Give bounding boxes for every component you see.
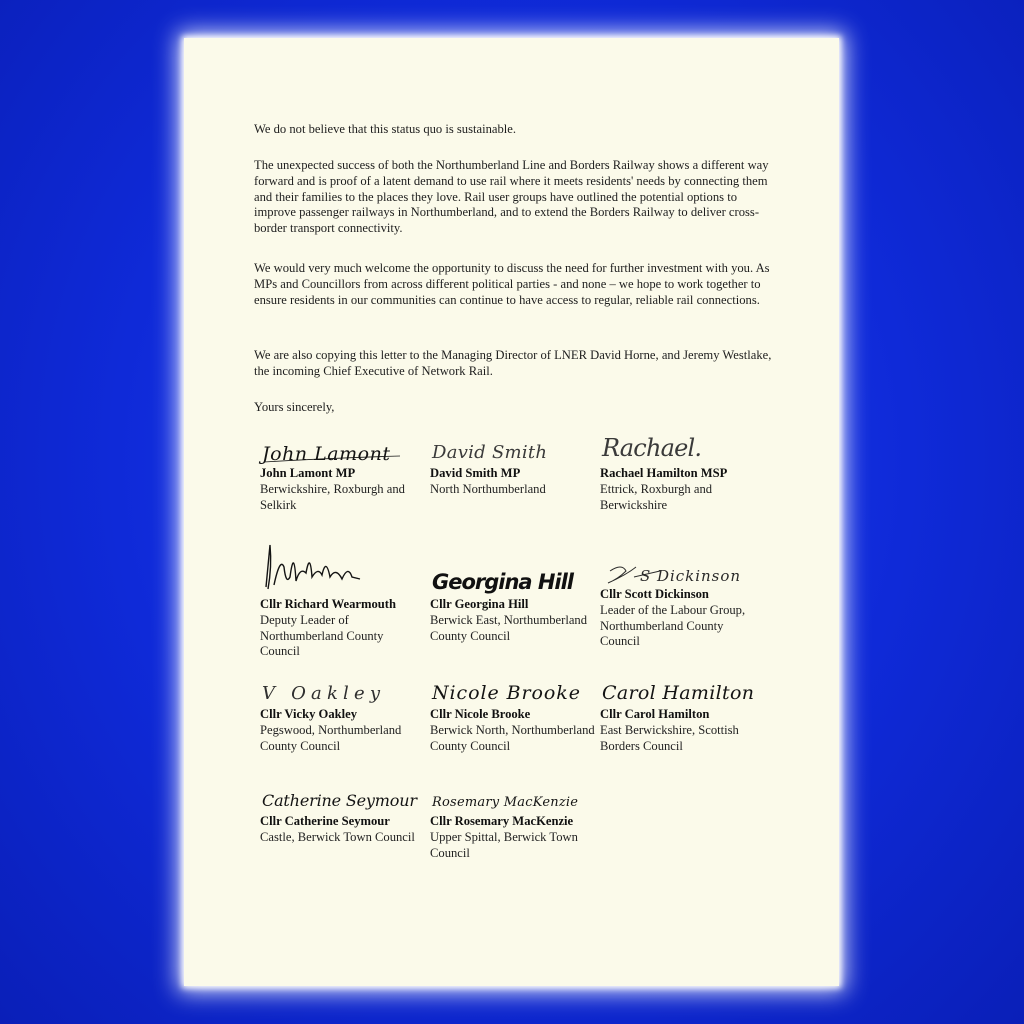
signature-vicky-oakley — [260, 677, 425, 707]
signature-text: John Lamont — [262, 443, 390, 465]
signature-text: V Oakley — [262, 683, 380, 704]
signatory-block — [600, 423, 765, 513]
closing-salutation: Yours sincerely, — [254, 400, 335, 414]
signer-role: Deputy Leader of Northumberland County Council — [260, 612, 384, 659]
signature-text: Carol Hamilton — [602, 682, 754, 704]
signer-name: John Lamont MP — [260, 466, 356, 480]
signature-rachael-hamilton — [600, 423, 765, 466]
signer-name: David Smith MP — [430, 466, 521, 480]
paragraph-success: The unexpected success of both the Northumberland Line and Borders Railway shows a different way forward and is proof of a latent demand to use rail where it meets residents' needs by connecting them and their families to the places they love. Rail user groups have outlined the potential options to improve passenger railways in Northumberland, and to extend the Borders Railway to deliver cross-border transport connectivity. — [254, 158, 769, 236]
signature-text: Catherine Seymour — [262, 791, 417, 810]
signature-text: Rachael. — [602, 434, 702, 462]
paragraph-invitation: We would very much welcome the opportunity to discuss the need for further investment with you. As MPs and Councillors from across different political parties - and none – we hope to work together to ensure residents in our communities can continue to have access to regular, reliable rail connections. — [254, 261, 770, 307]
signature-richard-wearmouth — [260, 526, 425, 597]
signature-scott-dickinson — [600, 543, 765, 587]
signer-role: Leader of the Labour Group, Northumberland County Council — [600, 602, 746, 649]
signer-name: Cllr Vicky Oakley — [260, 707, 358, 721]
signature-text: Rosemary MacKenzie — [432, 795, 578, 810]
signature-carol-hamilton — [600, 677, 765, 707]
signature-catherine-seymour — [260, 784, 425, 814]
signer-role: Ettrick, Roxburgh and Berwickshire — [600, 481, 713, 512]
paragraph-copy-recipients: We are also copying this letter to the Managing Director of LNER David Horne, and Jeremy Westlake, the incoming Chief Executive of Network Rail. — [254, 348, 772, 378]
signer-role: Berwick East, Northumberland County Council — [430, 612, 588, 643]
signer-role: Berwickshire, Roxburgh and Selkirk — [260, 481, 405, 512]
signatory-block — [430, 784, 595, 861]
signature-georgina-hill — [430, 537, 595, 597]
signatory-block — [430, 436, 595, 498]
signatory-block — [260, 436, 425, 513]
signer-name: Cllr Scott Dickinson — [600, 587, 709, 601]
signer-name: Cllr Georgina Hill — [430, 597, 529, 611]
signer-name: Rachael Hamilton MSP — [600, 466, 728, 480]
signer-role: Berwick North, Northumberland County Council — [430, 722, 595, 753]
signature-nicole-brooke — [430, 677, 595, 707]
signer-role: East Berwickshire, Scottish Borders Council — [600, 722, 739, 753]
signer-name: Cllr Catherine Seymour — [260, 814, 390, 828]
signatory-block — [430, 537, 595, 644]
signer-role: Castle, Berwick Town Council — [260, 829, 415, 844]
signatory-block — [430, 677, 595, 754]
signature-text: David Smith — [432, 442, 547, 463]
signer-name: Cllr Richard Wearmouth — [260, 597, 396, 611]
signatory-block — [260, 677, 425, 754]
letter-page — [184, 38, 839, 986]
signatory-block — [260, 784, 425, 846]
signer-name: Cllr Rosemary MacKenzie — [430, 814, 574, 828]
signature-david-smith — [430, 436, 595, 466]
signer-role: North Northumberland — [430, 481, 546, 496]
signature-text: Georgina Hill — [432, 570, 574, 594]
signer-role: Upper Spittal, Berwick Town Council — [430, 829, 578, 860]
signature-rosemary-mackenzie — [430, 784, 595, 814]
signer-role: Pegswood, Northumberland County Council — [260, 722, 402, 753]
signature-text: Nicole Brooke — [432, 682, 580, 704]
paragraph-status-quo: We do not believe that this status quo is sustainable. — [254, 122, 517, 136]
signatory-block — [260, 526, 425, 660]
signer-name: Cllr Nicole Brooke — [430, 707, 531, 721]
signature-john-lamont — [260, 436, 425, 466]
signer-name: Cllr Carol Hamilton — [600, 707, 710, 721]
signature-text: S Dickinson — [640, 567, 740, 585]
signatory-block — [600, 677, 765, 754]
signatory-block — [600, 543, 765, 650]
